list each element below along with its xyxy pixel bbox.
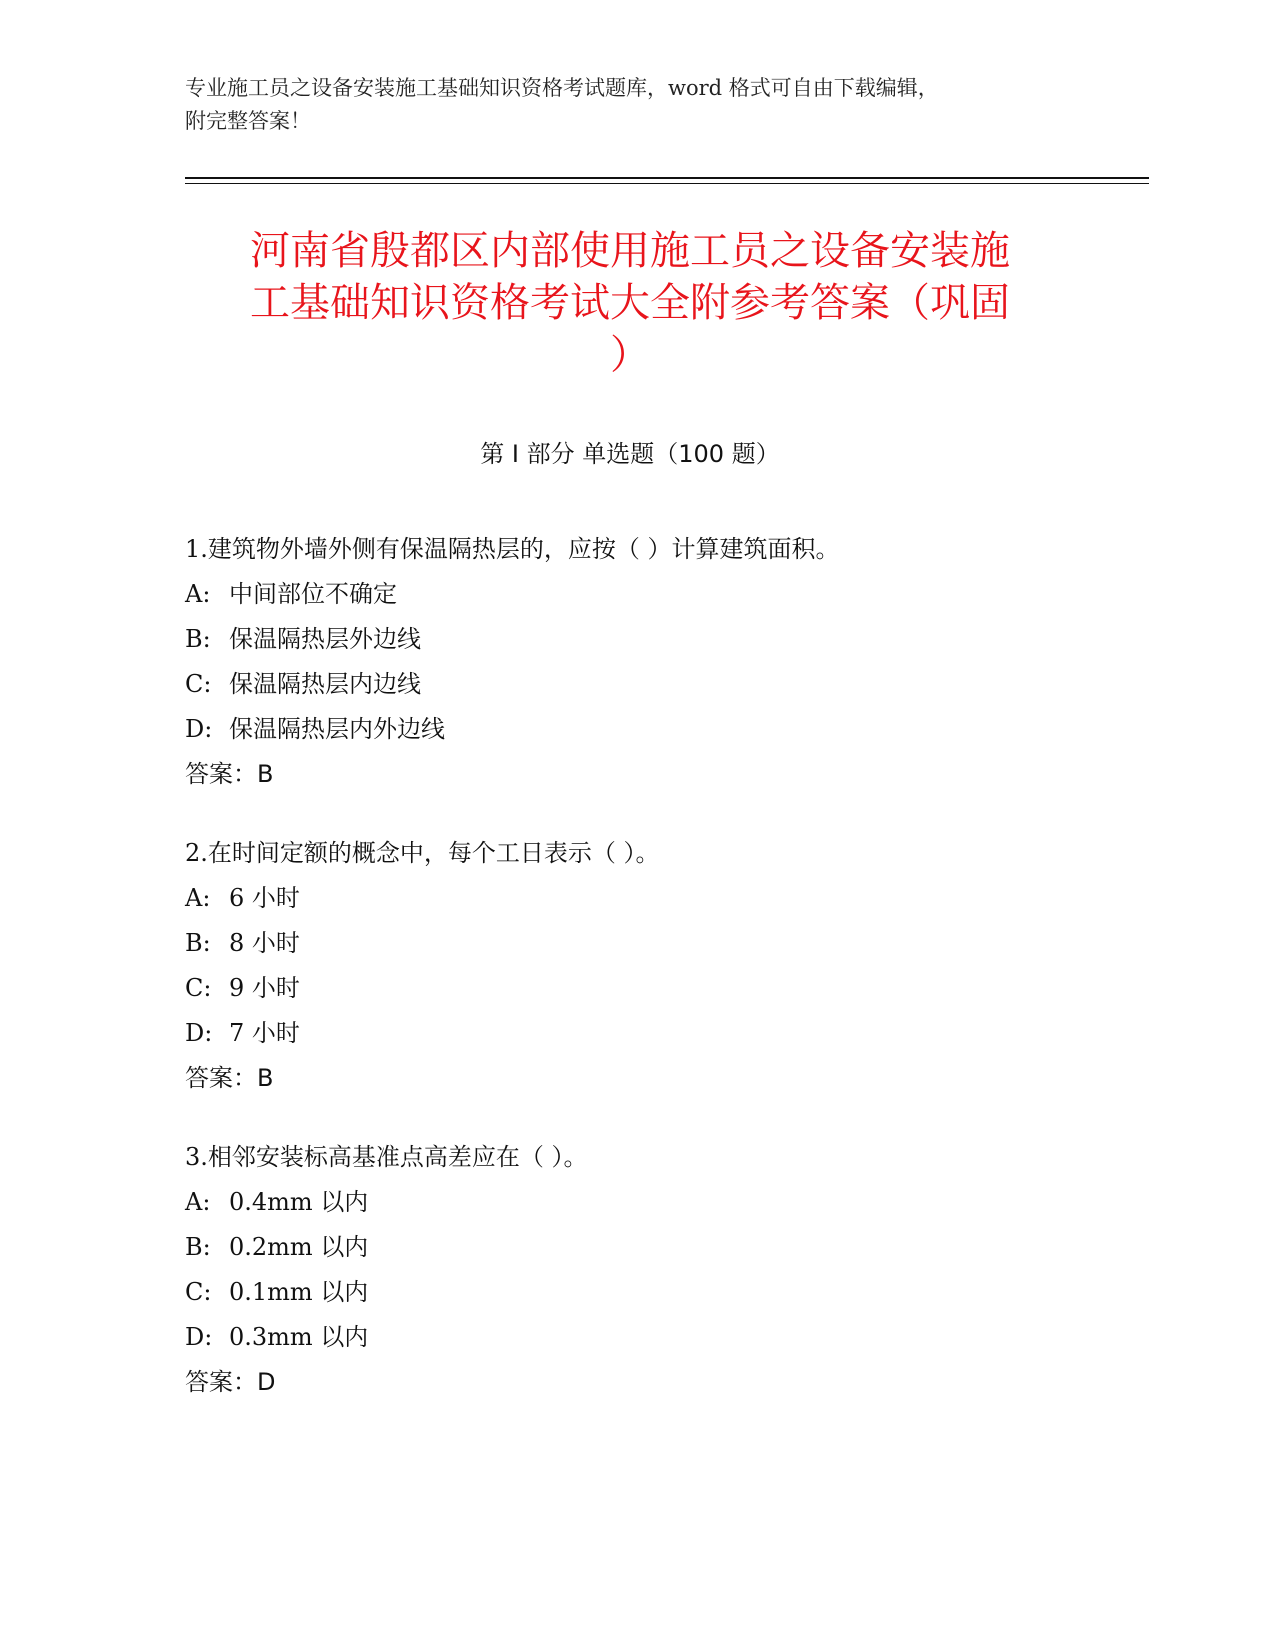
- option-line: [185, 1270, 1085, 1315]
- option-key: C:: [185, 1278, 212, 1306]
- option-line: [185, 1315, 1085, 1360]
- answer-prefix: 答案：: [185, 1064, 257, 1092]
- option-text: 0.4mm 以内: [229, 1188, 369, 1216]
- option-line: [185, 921, 1085, 966]
- header-note-line-1: 专业施工员之设备安装施工基础知识资格考试题库，word 格式可自由下载编辑，: [185, 76, 939, 100]
- document-title-line-2: 工基础知识资格考试大全附参考答案（巩固: [250, 280, 1010, 326]
- answer-value: B: [257, 1064, 274, 1092]
- document-title-line-1: 河南省殷都区内部使用施工员之设备安装施: [250, 228, 1010, 274]
- answer-line: [185, 1360, 1085, 1405]
- option-text: 9 小时: [229, 974, 300, 1002]
- option-line: [185, 707, 1085, 752]
- section-heading: 第 I 部分 单选题（100 题）: [480, 440, 780, 468]
- header-note-line-2: 附完整答案！: [185, 109, 311, 133]
- option-line: [185, 1180, 1085, 1225]
- option-key: B:: [185, 1233, 211, 1261]
- option-line: [185, 617, 1085, 662]
- option-key: C:: [185, 974, 212, 1002]
- header-divider-thin: [185, 183, 1149, 184]
- option-key: D:: [185, 1019, 213, 1047]
- option-key: D:: [185, 715, 213, 743]
- option-text: 0.3mm 以内: [229, 1323, 369, 1351]
- option-line: [185, 966, 1085, 1011]
- option-key: A:: [185, 1188, 211, 1216]
- option-text: 0.1mm 以内: [229, 1278, 369, 1306]
- option-text: 保温隔热层内边线: [229, 670, 421, 698]
- option-line: [185, 662, 1085, 707]
- option-text: 7 小时: [229, 1019, 300, 1047]
- answer-value: B: [257, 760, 274, 788]
- question-text: 2.在时间定额的概念中，每个工日表示（ ）。: [185, 839, 660, 867]
- question-list: [185, 527, 1085, 1439]
- option-text: 6 小时: [229, 884, 300, 912]
- option-key: D:: [185, 1323, 213, 1351]
- option-key: C:: [185, 670, 212, 698]
- document-title: [185, 225, 1075, 381]
- option-key: A:: [185, 884, 211, 912]
- question-item: [185, 831, 1085, 1101]
- option-line: [185, 1011, 1085, 1056]
- document-title-line-3: ）: [610, 332, 650, 378]
- question-item: [185, 1135, 1085, 1405]
- option-key: B:: [185, 929, 211, 957]
- question-text: 1.建筑物外墙外侧有保温隔热层的，应按（ ）计算建筑面积。: [185, 535, 840, 563]
- answer-line: [185, 1056, 1085, 1101]
- option-text: 8 小时: [229, 929, 300, 957]
- answer-value: D: [257, 1368, 276, 1396]
- option-line: [185, 572, 1085, 617]
- option-text: 中间部位不确定: [229, 580, 397, 608]
- option-key: B:: [185, 625, 211, 653]
- option-key: A:: [185, 580, 211, 608]
- answer-prefix: 答案：: [185, 760, 257, 788]
- option-text: 0.2mm 以内: [229, 1233, 369, 1261]
- answer-line: [185, 752, 1085, 797]
- option-text: 保温隔热层外边线: [229, 625, 421, 653]
- option-line: [185, 876, 1085, 921]
- question-text: 3.相邻安装标高基准点高差应在（ ）。: [185, 1143, 588, 1171]
- option-line: [185, 1225, 1085, 1270]
- question-item: [185, 527, 1085, 797]
- answer-prefix: 答案：: [185, 1368, 257, 1396]
- header-divider-thick: [185, 177, 1149, 179]
- option-text: 保温隔热层内外边线: [229, 715, 445, 743]
- header-note: [185, 72, 1065, 138]
